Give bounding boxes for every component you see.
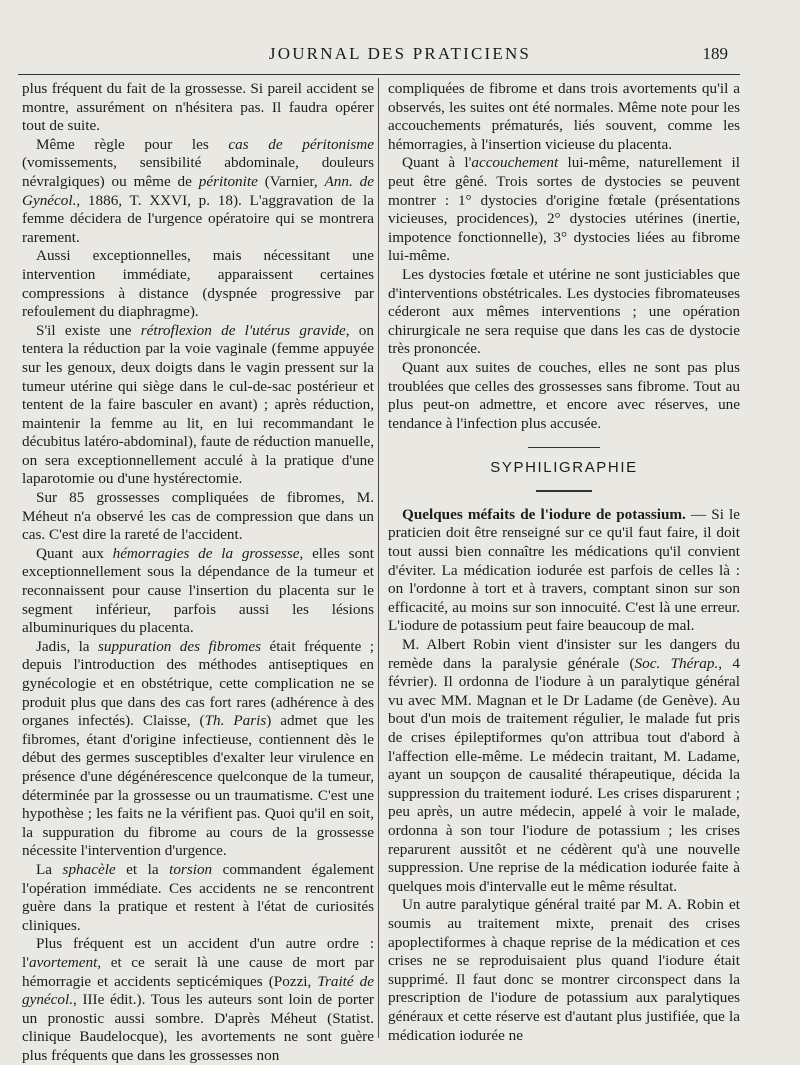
right-column bbox=[388, 80, 740, 1045]
left-column bbox=[22, 80, 374, 1065]
text-run: Plus fréquent est un accident d'un autre ordre : l' bbox=[22, 935, 374, 971]
text-run: et la bbox=[115, 860, 170, 878]
text-run: cas de péritonisme bbox=[228, 135, 374, 153]
text-run: , 4 février). Il ordonna de l'iodure à un paralytique général vu avec MM. Magnan et le Dr Ladame (de Genève). Au bout d'un mois de traitement régulier, le malade fut pris de crises épileptiformes qu'on attribua tout d'abord à l'affection elle-même. Le médecin traitant, M. Ladame, ayant un soupçon de causalité thérapeutique, décida la suppression du traitement ioduré. Les crises disparurent ; peu après, un autre médecin, appelé à voir le malade, ordonna à son tour l'iodure de potassium ; les crises reparurent aussitôt et ne cédèrent qu'à une nouvelle suppression. Une reprise de la médication iodurée faite à quelques mois d'intervalle eut le même résultat. bbox=[388, 654, 740, 895]
text-run: torsion bbox=[169, 860, 213, 878]
text-run: Quant aux bbox=[36, 544, 113, 562]
paragraph bbox=[388, 506, 740, 636]
text-run: Jadis, la bbox=[36, 637, 98, 655]
text-run: avortement bbox=[28, 953, 98, 971]
text-run: (Varnier, bbox=[257, 172, 325, 190]
right-column-lower-text bbox=[388, 506, 740, 1045]
header-rule bbox=[18, 74, 740, 75]
paragraph bbox=[22, 489, 374, 545]
text-run: était fréquente ; depuis l'introduction des méthodes antiseptiques en gynécologie et en obstétrique, cette complication ne se produit plus que dans des cas fort rares (adhérence à des organes infectés). Claisse, ( bbox=[22, 637, 375, 730]
text-run: Un autre paralytique général traité par M. A. Robin et soumis au traitement mixte, prenait des crises apoplectiformes à chaque reprise de la médication et ces crises ne se reproduisaient plus quand l'iodure était supprimé. Il faut donc se montrer circonspect dans la prescription de l'iodure de potassium aux paralytiques généraux et cette réserve est d'autant plus justifiée, que la médication iodurée ne bbox=[388, 896, 740, 1044]
text-run: plus fréquent du fait de la grossesse. Si pareil accident se montre, assurément on n'hésitera pas. Il faudra opérer tout de suite. bbox=[22, 80, 374, 135]
text-run: La bbox=[36, 860, 63, 878]
text-run: commandent également l'opération immédiate. Ces accidents ne se rencontrent guère dans la pratique et restent à l'état de curiosités cliniques. bbox=[22, 860, 374, 934]
paragraph bbox=[388, 359, 740, 433]
text-run: rétroflexion de l'utérus gravide bbox=[140, 321, 346, 339]
paragraph bbox=[388, 266, 740, 359]
text-run: hémorragies de la grossesse bbox=[112, 544, 300, 562]
text-run: péritonite bbox=[198, 172, 258, 190]
paragraph bbox=[388, 896, 740, 1045]
text-run: Th. Paris bbox=[204, 712, 267, 730]
text-run: Même règle pour les bbox=[36, 135, 229, 153]
running-title: JOURNAL DES PRATICIENS bbox=[268, 44, 532, 63]
paragraph bbox=[22, 861, 374, 935]
text-run: Les dystocies fœtale et utérine ne sont justiciables que d'interventions obstétricales. Les dystocies fibromateuses céderont aux mêmes interventions ; une opération chirurgicale ne sera requise que dans les cas de dystocie très prononcée. bbox=[388, 265, 740, 358]
page-header bbox=[0, 44, 800, 68]
text-run: — Si le praticien doit être renseigné sur ce qu'il faut faire, il doit tout aussi bien connaître les médications qu'il convient d'éviter. La médication iodurée est parfois de celles là : on l'ordonne à tort et à travers, comptant sinon sur son efficacité, au moins sur son innocuité. C'est là une erreur. L'iodure de potassium peut faire beaucoup de mal. bbox=[388, 505, 740, 635]
column-divider bbox=[378, 78, 379, 1038]
paragraph bbox=[22, 80, 374, 136]
paragraph bbox=[388, 80, 740, 154]
text-run: Soc. Thérap. bbox=[634, 654, 719, 672]
paragraph bbox=[22, 935, 374, 1065]
paragraph bbox=[388, 636, 740, 896]
text-run: , et ce serait là une cause de mort par hémorragie et accidents septicémiques (Pozzi, bbox=[22, 953, 374, 990]
text-run: lui-même, naturellement il peut être gêné. Trois sortes de dystocies se peuvent montrer : 1° dystocies d'origine fœtale (présentations vicieuses, procidences), 2° dystocies utérines (inertie, impotence fonctionnelle), 3° dystocies liées au fibrome lui-même. bbox=[388, 154, 740, 265]
text-run: S'il existe une bbox=[36, 321, 141, 339]
text-run: Sur 85 grossesses compliquées de fibromes, M. Méheut n'a observé les cas de compression que dans un cas. C'est dire la rareté de l'accident. bbox=[22, 489, 374, 544]
section-separator bbox=[388, 433, 740, 459]
paragraph bbox=[22, 545, 374, 638]
text-run: , 1886, T. XXVI, p. 18). L'aggravation de la femme décidera de l'urgence opératoire qui se montrera rarement. bbox=[22, 191, 374, 246]
section-title: SYPHILIGRAPHIE bbox=[490, 459, 638, 477]
text-run: ) admet que les fibromes, étant d'origine infectieuse, contiennent dès le début des germes susceptibles d'exalter leur virulence en présence d'une dégénérescence quelconque de la tumeur, déterminée par la grossesse ou un traumatisme. C'est une hypothèse ; les faits ne la vérifient pas. Quoi qu'il en soit, la suppuration du fibrome au cours de la grossesse nécessite l'intervention d'urgence. bbox=[22, 712, 375, 860]
text-run: sphacèle bbox=[62, 860, 116, 878]
text-run: compliquées de fibrome et dans trois avortements qu'il a observés, les suites ont été normales. Même note pour les accouchements prématurés, liés souvent, comme les hémorragies, à l'insertion vicieuse du placenta. bbox=[388, 80, 740, 153]
paragraph bbox=[22, 247, 374, 321]
text-run: accouchement bbox=[471, 154, 559, 172]
paragraph bbox=[388, 154, 740, 266]
text-run: Quant à l' bbox=[402, 154, 472, 172]
text-run: Aussi exceptionnelles, mais nécessitant une intervention immédiate, apparaissent certaines compressions à distance (dyspnée progressive par refoulement du diaphragme). bbox=[22, 247, 374, 321]
text-run: , IIIe édit.). Tous les auteurs sont loin de porter un pronostic aussi sombre. D'après Méheut (Statist. clinique Baudelocque), les avortements ne sont guère plus fréquents que dans les grossesses non bbox=[22, 991, 374, 1064]
text-run: (vomissements, sensibilité abdominale, douleurs névralgiques) ou même de bbox=[22, 154, 374, 190]
paragraph bbox=[22, 322, 374, 489]
paragraph bbox=[22, 638, 374, 861]
text-run: M. Albert Robin vient d'insister sur les dangers du remède dans la paralysie générale ( bbox=[388, 636, 740, 672]
text-run: , elles sont exceptionnellement sous la dépendance de la tumeur et reconnaissent pour cause l'insertion du placenta sur le segment inférieur, parfois aussi les lésions albuminuriques du placenta. bbox=[22, 544, 374, 637]
section-title-underline bbox=[388, 482, 740, 506]
text-run: suppuration des fibromes bbox=[97, 637, 262, 655]
text-run: Quant aux suites de couches, elles ne sont pas plus troublées que celles des grossesses sans fibrome. Tout au plus peut-on admettre, et encore avec réserves, une tendance à l'infection plus accusée. bbox=[388, 358, 740, 432]
text-run: Ann. de Gynécol. bbox=[22, 172, 374, 209]
text-run: , on tentera la réduction par la voie vaginale (femme appuyée sur les genoux, deux doigts dans le vagin pressent sur la tumeur utérine qui siège dans le cul-de-sac postérieur et tentent de la faire basculer en avant) ; après réduction, maintenir la femme au lit, en lui recommandant le décubitus latéro-abdominal), faute de réduction manuelle, on sera exceptionnellement acculé à la pratique d'une laparotomie ou d'une hystérectomie. bbox=[22, 321, 374, 488]
article-title: Quelques méfaits de l'iodure de potassium. bbox=[402, 505, 686, 523]
page-number: 189 bbox=[702, 44, 728, 63]
right-column-upper-text bbox=[388, 80, 740, 433]
text-run: Traité de gynécol. bbox=[22, 972, 374, 1009]
paragraph bbox=[22, 136, 374, 248]
